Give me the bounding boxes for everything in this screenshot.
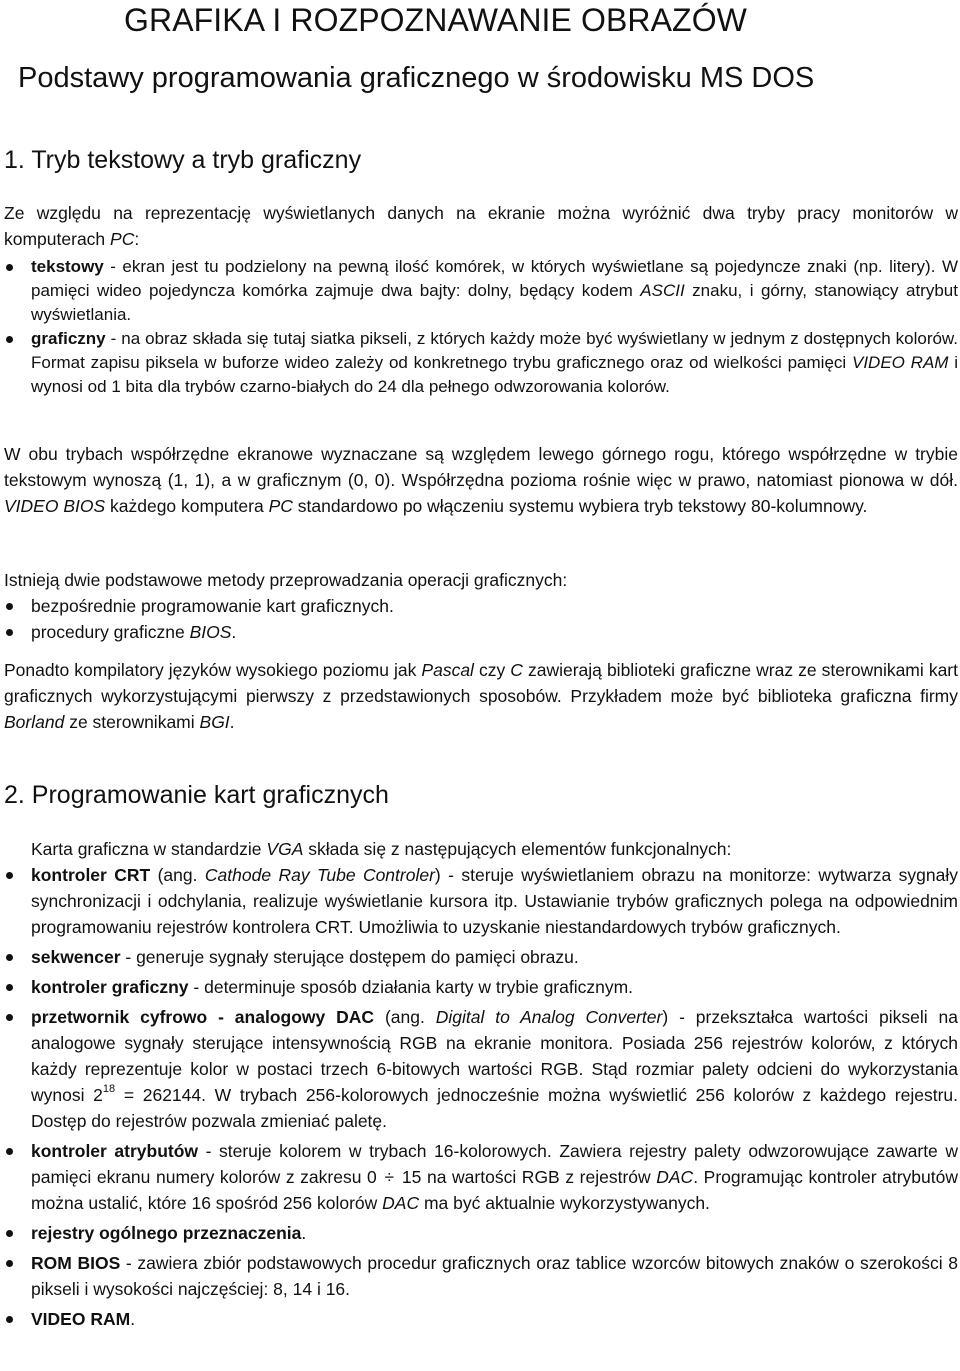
section-1-intro xyxy=(4,200,958,252)
text: standardowo po włączeniu systemu wybiera tryb tekstowy 80-kolumnowy. xyxy=(292,496,868,516)
text: ) - przekształca wartości pikseli na analogowe sygnały sterujące intensywnością RGB na ekranie monitora. Posiada 256 rejestrów kolorów, z których każdy reprezentuje kolor w postaci trzech 6-bitowych wartości RGB. Stąd rozmiar palety odcieni do wykorzystania wynosi 2 xyxy=(31,1007,958,1105)
term-tekstowy: tekstowy xyxy=(31,257,104,276)
ascii-term: ASCII xyxy=(640,281,685,300)
term-dac: przetwornik cyfrowo - analogowy DAC xyxy=(31,1007,375,1027)
methods-intro: Istnieją dwie podstawowe metody przeprowadzania operacji graficznych: xyxy=(4,570,568,590)
text: - steruje kolorem w trybach 16-kolorowych. Zawiera rejestry palety odwzorowujące zawarte w pamięci ekranu numery kolorów z zakresu 0 xyxy=(31,1141,958,1187)
term-attribute-controller: kontroler atrybutów xyxy=(31,1141,199,1161)
term-rom-bios: ROM BIOS xyxy=(31,1253,121,1273)
text: - zawiera zbiór podstawowych procedur graficznych oraz tablice wzorców bitowych znaków o szerokości 8 pikseli i wysokości najczęściej: 8, 14 i 16. xyxy=(31,1253,958,1299)
text: czy xyxy=(473,660,511,680)
methods-list xyxy=(0,593,958,645)
list-item-graphics-controller xyxy=(0,974,958,1000)
bios-term: BIOS xyxy=(189,622,232,642)
list-item-graphic-mode xyxy=(0,327,958,399)
text: ma być aktualnie wykorzystywanych. xyxy=(419,1193,710,1213)
video-ram-term: VIDEO RAM xyxy=(851,353,949,372)
term-sequencer: sekwencer xyxy=(31,947,121,967)
vga-components-list xyxy=(0,862,958,1332)
term-video-ram: VIDEO RAM xyxy=(31,1309,131,1329)
vga-term: VGA xyxy=(266,839,304,859)
text: ze sterownikami xyxy=(64,712,200,732)
text: ) - steruje wyświetlaniem obrazu na monitorze: wytwarza sygnały synchronizacji i odchylania, realizuje wyświetlanie kursora itp. Ustawianie trybów graficznych polega na odpowiednim programowaniu rejestrów kontrolera CRT. Umożliwia to uzyskanie niestandardowych trybów graficznych. xyxy=(31,865,958,937)
dac-term: DAC xyxy=(656,1167,694,1187)
display-modes-list xyxy=(0,255,958,399)
document-title: GRAFIKA I ROZPOZNAWANIE OBRAZÓW xyxy=(124,2,747,38)
list-item-bios-procedures xyxy=(0,619,958,645)
text: znaku, i górny, stanowiący atrybut wyświetlania. xyxy=(31,281,958,324)
section-1-heading: 1. Tryb tekstowy a tryb graficzny xyxy=(4,146,362,174)
text: Karta graficzna w standardzie xyxy=(31,839,267,859)
pc-term: PC xyxy=(268,496,293,516)
text: i wynosi od 1 bita dla trybów czarno-białych do 24 dla pełnego odwzorowania kolorów. xyxy=(31,353,959,396)
list-item-direct-programming: bezpośrednie programowanie kart graficznych. xyxy=(0,593,958,619)
exponent: 18 xyxy=(102,1083,116,1095)
text: - ekran jest tu podzielony na pewną ilość komórek, w których wyświetlane są pojedyncze znaki (np. litery). W pamięci wideo pojedyncza komórka zajmuje dwa bajty: dolny, będący kodem xyxy=(31,257,958,300)
text: każdego komputera xyxy=(105,496,269,516)
compilers-paragraph xyxy=(4,657,958,735)
borland-term: Borland xyxy=(4,712,65,732)
pc-term: PC xyxy=(110,229,135,249)
list-item-dac xyxy=(0,1004,958,1134)
pascal-term: Pascal xyxy=(421,660,474,680)
text: . Programując kontroler atrybutów można ustalić, które 16 spośród 256 kolorów xyxy=(31,1167,958,1213)
text: . xyxy=(301,1223,307,1243)
text: zawierają biblioteki graficzne wraz ze sterownikami kart graficznych wykorzystującymi pierwszy z przedstawionych sposobów. Przykładem może być biblioteka graficzna firmy xyxy=(4,660,958,706)
list-item-rom-bios xyxy=(0,1250,958,1302)
term-crt-controller: kontroler CRT xyxy=(31,865,151,885)
video-bios-term: VIDEO BIOS xyxy=(4,496,106,516)
coordinates-paragraph xyxy=(4,441,958,519)
text: : xyxy=(134,229,140,249)
list-item-video-ram xyxy=(0,1306,958,1332)
text: Ze względu na reprezentację wyświetlanych danych na ekranie można wyróżnić dwa tryby pracy monitorów w komputerach xyxy=(4,203,958,249)
bgi-term: BGI xyxy=(199,712,230,732)
text: składa się z następujących elementów funkcjonalnych: xyxy=(303,839,732,859)
text: procedury graficzne xyxy=(31,622,190,642)
term-graphics-controller: kontroler graficzny xyxy=(31,977,189,997)
text: . xyxy=(130,1309,136,1329)
text: (ang. xyxy=(374,1007,436,1027)
c-term: C xyxy=(510,660,523,680)
document-subtitle: Podstawy programowania graficznego w środowisku MS DOS xyxy=(18,62,815,94)
text: - determinuje sposób działania karty w trybie graficznym. xyxy=(188,977,634,997)
list-item-crt-controller xyxy=(0,862,958,940)
text: - na obraz składa się tutaj siatka pikseli, z których każdy może być wyświetlany w jednym z dostępnych kolorów. Format zapisu piksela w buforze wideo zależy od konkretnego trybu graficznego oraz od wielkości pamięci xyxy=(31,329,958,372)
text: . xyxy=(231,622,237,642)
text: - generuje sygnały sterujące dostępem do pamięci obrazu. xyxy=(120,947,579,967)
section-2-intro xyxy=(31,836,956,862)
english-term: Cathode Ray Tube Controler xyxy=(204,865,435,885)
term-graficzny: graficzny xyxy=(31,329,106,348)
division-sign: ÷ xyxy=(384,1167,395,1187)
text: . xyxy=(229,712,235,732)
text: Ponadto kompilatory języków wysokiego poziomu jak xyxy=(4,660,422,680)
dac-term: DAC xyxy=(382,1193,420,1213)
list-item-attribute-controller xyxy=(0,1138,958,1216)
list-item-general-registers xyxy=(0,1220,958,1246)
text: W obu trybach współrzędne ekranowe wyznaczane są względem lewego górnego rogu, którego współrzędne w trybie tekstowym wynoszą (1, 1), a w graficznym (0, 0). Współrzędna pozioma rośnie więc w prawo, natomiast pionowa w dół. xyxy=(4,444,958,490)
term-general-registers: rejestry ogólnego przeznaczenia xyxy=(31,1223,302,1243)
text: = 262144. W trybach 256-kolorowych jednocześnie można wyświetlić 256 kolorów z każdego rejestru. Dostęp do rejestrów pozwala zmieniać paletę. xyxy=(31,1085,958,1131)
list-item-text-mode xyxy=(0,255,958,327)
text: (ang. xyxy=(150,865,205,885)
section-2-heading: 2. Programowanie kart graficznych xyxy=(4,781,389,809)
list-item-sequencer xyxy=(0,944,958,970)
english-term: Digital to Analog Converter xyxy=(435,1007,663,1027)
text: 15 na wartości RGB z rejestrów xyxy=(396,1167,657,1187)
